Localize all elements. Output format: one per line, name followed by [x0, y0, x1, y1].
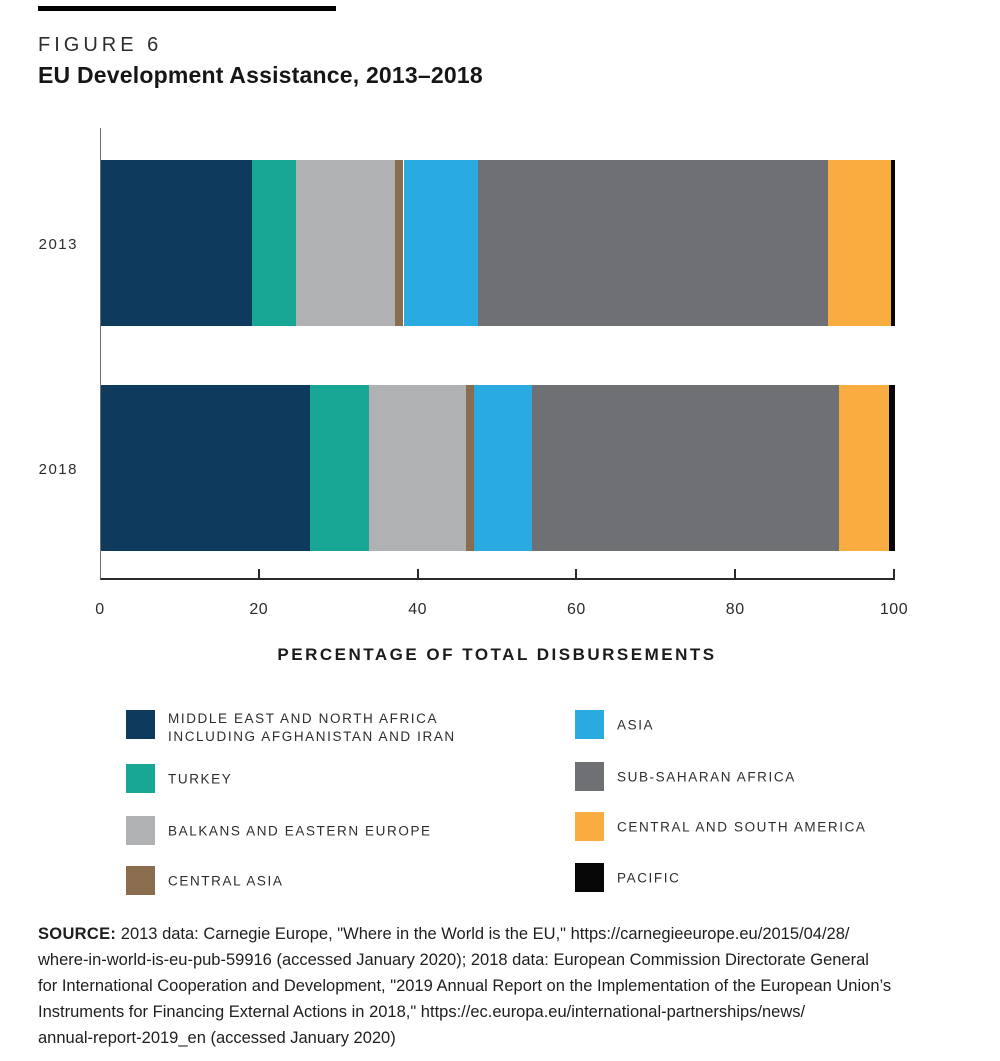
bar-segment-2018-central-asia [466, 385, 474, 551]
source-line: where-in-world-is-eu-pub-59916 (accessed January 2020); 2018 data: European Commission Directorate General [38, 951, 869, 969]
source-line [38, 921, 968, 947]
category-label-2018: 2018 [38, 461, 78, 478]
bar-segment-2013-central-asia [395, 160, 404, 326]
legend-label-pacific: PACIFIC [617, 870, 681, 886]
legend-label-balkans: BALKANS AND EASTERN EUROPE [168, 823, 432, 839]
source-line-1: 2013 data: Carnegie Europe, "Where in the World is the EU," https://carnegieeurope.eu/2015/04/28/ [120, 925, 850, 943]
legend-swatch-central-south-america [575, 812, 604, 841]
source-line: Instruments for Financing External Actions in 2018," https://ec.europa.eu/international-partnerships/news/ [38, 1003, 806, 1021]
legend-swatch-asia [575, 710, 604, 739]
bar-segment-2013-pacific [891, 160, 895, 326]
bar-segment-2013-balkans-and-eastern-europe [296, 160, 394, 326]
legend-item-turkey [126, 764, 546, 794]
legend-label-mena-line2: INCLUDING AFGHANISTAN AND IRAN [168, 729, 456, 744]
bar-segment-2018-central-and-south-america [839, 385, 890, 551]
x-axis-tick-labels [95, 601, 909, 621]
legend-item-asia [575, 710, 975, 740]
legend-label-mena-line1: MIDDLE EAST AND NORTH AFRICA [168, 711, 439, 726]
legend-label-mena [168, 710, 456, 746]
legend-item-sub-saharan-africa [575, 762, 975, 792]
x-axis-tick-80 [734, 569, 736, 578]
x-axis-tick-20 [258, 569, 260, 578]
bar-segment-2013-sub-saharan-africa [478, 160, 827, 326]
x-axis-tick-label-40: 40 [408, 601, 427, 618]
source-line: annual-report-2019_en (accessed January 2020) [38, 1029, 396, 1047]
legend-item-balkans [126, 816, 546, 846]
x-axis-tick-100 [893, 569, 895, 578]
legend-swatch-balkans [126, 816, 155, 845]
bar-segment-2018-balkans-and-eastern-europe [369, 385, 467, 551]
x-axis-tick-label-20: 20 [249, 601, 269, 618]
legend-item-pacific [575, 863, 975, 893]
x-axis-tick-label-80: 80 [725, 601, 745, 618]
x-axis-tick-60 [575, 569, 577, 578]
x-axis-tick-label-60: 60 [566, 601, 586, 618]
bar-segment-2013-asia [404, 160, 479, 326]
bar-segment-2013-central-and-south-america [828, 160, 892, 326]
bar-segment-2018-sub-saharan-africa [532, 385, 838, 551]
bar-segment-2018-asia [474, 385, 532, 551]
stacked-bar-2018 [101, 385, 895, 551]
bar-segment-2013-turkey [252, 160, 296, 326]
bar-segment-2018-middle-east-and-north-africa-including-afghanistan-and-iran [101, 385, 310, 551]
figure-kicker: FIGURE 6 [38, 34, 163, 56]
x-axis-tick-label-0: 0 [95, 601, 105, 618]
legend-label-sub-saharan-africa: SUB-SAHARAN AFRICA [617, 769, 796, 785]
source-label: SOURCE: [38, 925, 117, 943]
figure-title: EU Development Assistance, 2013–2018 [38, 62, 483, 88]
bar-segment-2018-pacific [889, 385, 895, 551]
bar-segment-2013-middle-east-and-north-africa-including-afghanistan-and-iran [101, 160, 252, 326]
legend-label-central-south-america: CENTRAL AND SOUTH AMERICA [617, 819, 867, 835]
legend-swatch-mena [126, 710, 155, 739]
source-line: for International Cooperation and Development, "2019 Annual Report on the Implementation of the European Union’s [38, 977, 892, 995]
legend-item-central-south-america [575, 812, 975, 842]
legend-swatch-sub-saharan-africa [575, 762, 604, 791]
bar-segment-2018-turkey [310, 385, 369, 551]
legend-label-asia: ASIA [617, 717, 655, 733]
legend-label-turkey: TURKEY [168, 771, 233, 787]
figure-top-rule [38, 6, 336, 11]
legend-swatch-turkey [126, 764, 155, 793]
x-axis-tick-label-100: 100 [879, 601, 909, 618]
x-axis-tick-40 [417, 569, 419, 578]
x-axis-title: PERCENTAGE OF TOTAL DISBURSEMENTS [277, 645, 717, 664]
legend-swatch-pacific [575, 863, 604, 892]
plot-area [100, 128, 895, 580]
category-label-2013: 2013 [38, 236, 78, 253]
legend-item-mena [126, 710, 546, 744]
legend-swatch-central-asia [126, 866, 155, 895]
source-note [38, 921, 968, 1051]
stacked-bar-2013 [101, 160, 895, 326]
legend-item-central-asia [126, 866, 546, 896]
legend-label-central-asia: CENTRAL ASIA [168, 873, 284, 889]
